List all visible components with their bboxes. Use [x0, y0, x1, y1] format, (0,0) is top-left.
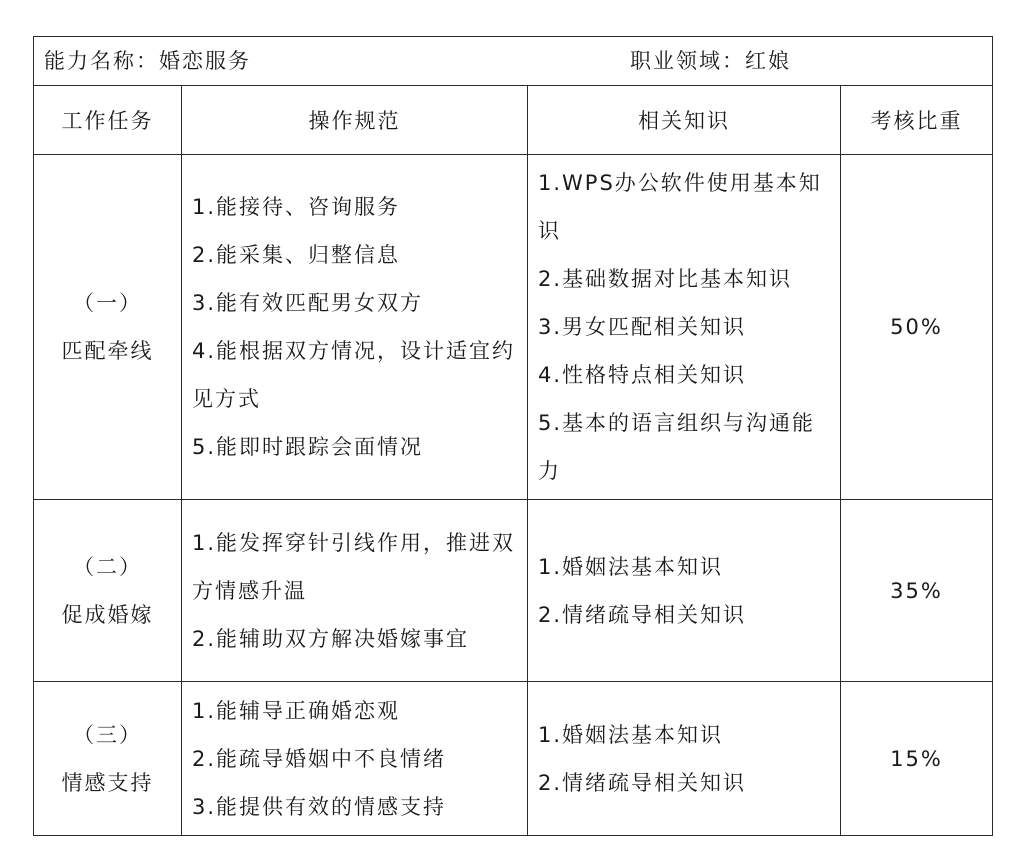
- task-number: （二）: [73, 554, 142, 579]
- operation-item: 1.能接待、咨询服务: [192, 195, 401, 219]
- task-cell: [34, 682, 182, 836]
- operations-cell: [182, 682, 528, 836]
- knowledge-item: 1.WPS办公软件使用基本知识: [538, 171, 822, 243]
- table-row: [34, 155, 993, 500]
- table-row: [34, 682, 993, 836]
- knowledge-item: 3.男女匹配相关知识: [538, 315, 747, 339]
- column-header-weight: 考核比重: [841, 86, 993, 155]
- task-name: 匹配牵线: [61, 339, 154, 363]
- knowledge-item: 2.情绪疏导相关知识: [538, 602, 747, 627]
- task-name: 情感支持: [61, 770, 154, 795]
- operation-item: 4.能根据双方情况，设计适宜约见方式: [192, 339, 516, 411]
- operation-item: 2.能疏导婚姻中不良情绪: [192, 746, 447, 771]
- table-title-row: [34, 37, 993, 86]
- task-number: （一）: [73, 291, 142, 315]
- operation-item: 2.能采集、归整信息: [192, 243, 401, 267]
- table-row: [34, 500, 993, 682]
- knowledge-item: 1.婚姻法基本知识: [538, 554, 724, 579]
- operation-item: 1.能发挥穿针引线作用，推进双方情感升温: [192, 530, 516, 603]
- column-header-knowledge: 相关知识: [528, 86, 841, 155]
- weight-cell: 15%: [841, 682, 993, 836]
- ability-name: 能力名称：婚恋服务: [44, 49, 251, 73]
- column-header-task: 工作任务: [34, 86, 182, 155]
- column-header-operations: 操作规范: [182, 86, 528, 155]
- operation-item: 2.能辅助双方解决婚嫁事宜: [192, 626, 470, 651]
- operation-item: 3.能有效匹配男女双方: [192, 291, 424, 315]
- task-number: （三）: [73, 722, 142, 747]
- weight-cell: 50%: [841, 155, 993, 500]
- knowledge-item: 5.基本的语言组织与沟通能力: [538, 411, 816, 483]
- knowledge-item: 4.性格特点相关知识: [538, 363, 747, 387]
- task-cell: [34, 500, 182, 682]
- knowledge-item: 2.基础数据对比基本知识: [538, 267, 793, 291]
- knowledge-cell: [528, 682, 841, 836]
- competency-table: [33, 36, 993, 836]
- operation-item: 1.能辅导正确婚恋观: [192, 698, 401, 723]
- knowledge-cell: [528, 500, 841, 682]
- knowledge-cell: [528, 155, 841, 500]
- column-header-row: [34, 86, 993, 155]
- career-field: 职业领域：红娘: [630, 49, 791, 73]
- title-cell: [34, 37, 993, 86]
- weight-cell: 35%: [841, 500, 993, 682]
- operation-item: 3.能提供有效的情感支持: [192, 794, 447, 819]
- knowledge-item: 2.情绪疏导相关知识: [538, 770, 747, 795]
- operations-cell: [182, 155, 528, 500]
- task-cell: [34, 155, 182, 500]
- knowledge-item: 1.婚姻法基本知识: [538, 722, 724, 747]
- task-name: 促成婚嫁: [61, 602, 154, 627]
- operation-item: 5.能即时跟踪会面情况: [192, 435, 424, 459]
- operations-cell: [182, 500, 528, 682]
